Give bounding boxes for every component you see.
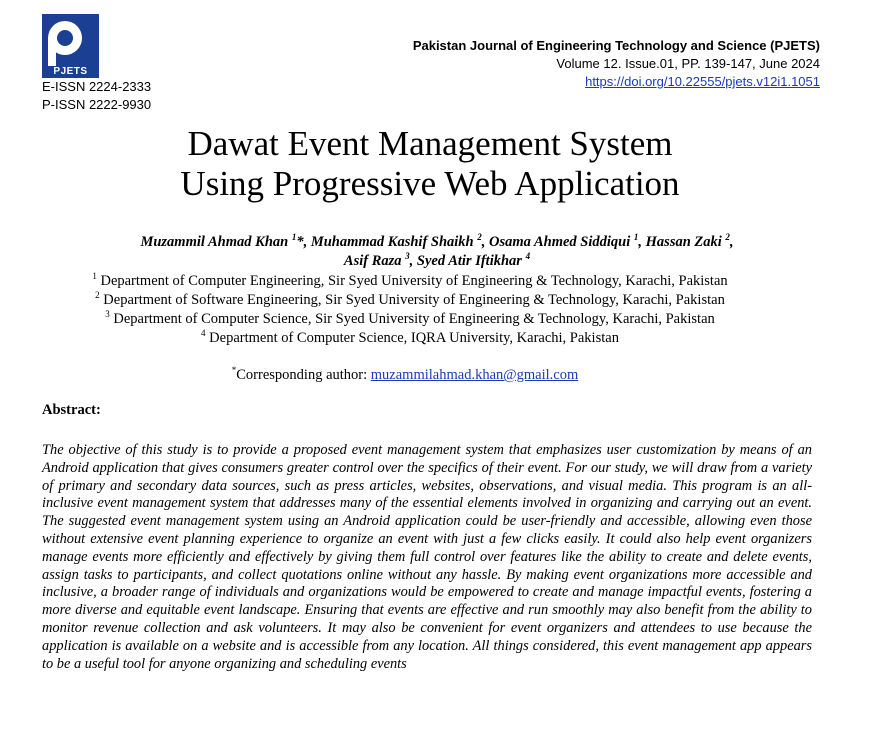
author-list	[0, 233, 874, 271]
corresponding-author	[0, 367, 810, 384]
title-line-2: Using Progressive Web Application	[180, 164, 680, 203]
author-name: Hassan Zaki	[645, 234, 722, 250]
author-name: Osama Ahmed Siddiqui	[489, 234, 631, 250]
doi-link[interactable]: https://doi.org/10.22555/pjets.v12i1.1051	[585, 74, 820, 89]
author-affil-sup: 4	[525, 251, 531, 262]
author-name: Asif Raza	[343, 253, 402, 269]
author-affil-sup: 3	[405, 251, 410, 262]
author-line-1: Muzammil Ahmad Khan $^1$*, Muhammad Kashif Shaikh $^2$, Osama Ahmed Siddiqui $^1$, Hassan Zaki $^2$,	[140, 232, 734, 250]
eissn: E-ISSN 2224-2333	[42, 79, 152, 94]
journal-logo	[42, 14, 99, 78]
author-affil-sup: 1	[633, 232, 639, 243]
issn-block	[42, 78, 151, 114]
author-line-2: Asif Raza $^3$, Syed Atir Iftikhar $^4$	[343, 251, 531, 269]
author-name: Muhammad Kashif Shaikh	[310, 234, 474, 250]
author-name: Muzammil Ahmad Khan	[140, 234, 289, 250]
journal-volume: Volume 12. Issue.01, PP. 139-147, June 2024	[556, 56, 820, 71]
logo-text: PJETS	[53, 66, 88, 77]
affiliation: $^3$ Department of Computer Science, Sir Syed University of Engineering & Technology, Karachi, Pakistan	[105, 309, 715, 327]
corresponding-mark: *	[231, 365, 237, 376]
abstract-text: The objective of this study is to provide a proposed event management system that emphasizes user customization by means of an Android application that gives consumers greater control over the specifics of their event. For our study, we will draw from a variety of primary and secondary data sources, such as press articles, websites, observations, and visual media. This program is an all-inclusive event management system that addresses many of the essential elements involved in organizing and carrying out an event. The suggested event management system using an Android application could be user-friendly and accessible, allowing even those without extensive event planning experience to organize an event with just a few clicks easily. It could also help event organizers manage events more efficiently and effectively by giving them full control over features like the ability to create and delete events, assign tasks to participants, and collect quotations online without any hassle. By making event organizations more accessible and inclusive, a broader range of individuals and organizations would be empowered to create and manage impactful events, fostering a more diverse and equitable event landscape. Ensuring that events are effective and run smoothly may also benefit from the ability to monitor revenue collection and ask volunteers. It may also be convenient for event organizers and attendees to use because the application is available on a website and is accessible from any location. All things considered, this event management app appears to be a useful tool for anyone organizing and scheduling events	[42, 442, 812, 672]
affiliation-list	[0, 272, 820, 348]
affiliation: $^1$ Department of Computer Engineering, Sir Syed University of Engineering & Technology, Karachi, Pakistan	[92, 271, 728, 289]
affiliation: $^4$ Department of Computer Science, IQRA University, Karachi, Pakistan	[201, 328, 619, 346]
paper-title	[0, 124, 860, 204]
corresponding-label: Corresponding author:	[236, 367, 371, 383]
corresponding-email-link[interactable]: muzammilahmad.khan@gmail.com	[370, 367, 579, 383]
pissn: P-ISSN 2222-9930	[42, 97, 152, 112]
journal-name: Pakistan Journal of Engineering Technology and Science (PJETS)	[412, 38, 820, 53]
journal-info	[413, 37, 820, 91]
title-line-1: Dawat Event Management System	[187, 124, 673, 163]
abstract-heading: Abstract:	[42, 402, 101, 418]
author-affil-sup: 2	[477, 232, 482, 243]
author-affil-sup: 1	[291, 232, 297, 243]
affiliation: $^2$ Department of Software Engineering, Sir Syed University of Engineering & Technology, Karachi, Pakistan	[95, 290, 725, 308]
author-affil-sup: 2	[725, 232, 730, 243]
author-name: Syed Atir Iftikhar	[416, 253, 522, 269]
